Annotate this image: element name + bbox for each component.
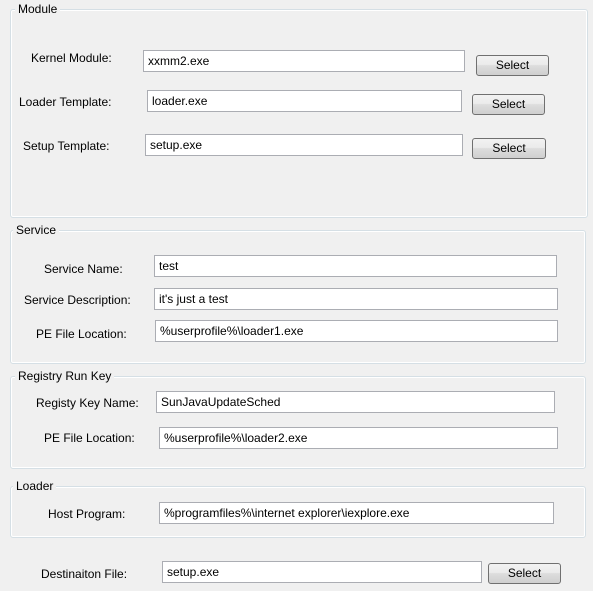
service-description-label: Service Description: (24, 293, 131, 307)
service-legend: Service (13, 223, 59, 237)
kernel-module-input[interactable]: xxmm2.exe (143, 50, 465, 72)
kernel-module-select-button[interactable]: Select (476, 55, 549, 76)
loader-template-select-button[interactable]: Select (472, 94, 545, 115)
destination-file-input[interactable]: setup.exe (162, 561, 482, 583)
service-pe-location-input[interactable]: %userprofile%\loader1.exe (155, 320, 558, 342)
setup-template-select-button[interactable]: Select (472, 138, 546, 159)
loader-template-label: Loader Template: (19, 95, 112, 109)
service-pe-location-label: PE File Location: (36, 327, 127, 341)
kernel-module-label: Kernel Module: (31, 51, 112, 65)
destination-file-label: Destinaiton File: (41, 567, 128, 581)
destination-file-select-button[interactable]: Select (488, 563, 561, 584)
service-name-label: Service Name: (44, 262, 123, 276)
host-program-label: Host Program: (48, 507, 126, 521)
service-name-input[interactable]: test (154, 255, 557, 277)
setup-template-input[interactable]: setup.exe (145, 134, 463, 156)
service-description-input[interactable]: it's just a test (154, 288, 558, 310)
registry-key-name-input[interactable]: SunJavaUpdateSched (156, 391, 555, 413)
registry-legend: Registry Run Key (15, 369, 114, 383)
loader-legend: Loader (13, 479, 56, 493)
registry-pe-location-input[interactable]: %userprofile%\loader2.exe (159, 427, 558, 449)
host-program-input[interactable]: %programfiles%\internet explorer\iexplore.exe (159, 502, 554, 524)
registry-key-name-label: Registy Key Name: (36, 396, 139, 410)
loader-template-input[interactable]: loader.exe (147, 90, 462, 112)
registry-group (10, 376, 586, 469)
module-legend: Module (15, 2, 60, 16)
setup-template-label: Setup Template: (23, 139, 110, 153)
registry-pe-location-label: PE File Location: (44, 431, 135, 445)
